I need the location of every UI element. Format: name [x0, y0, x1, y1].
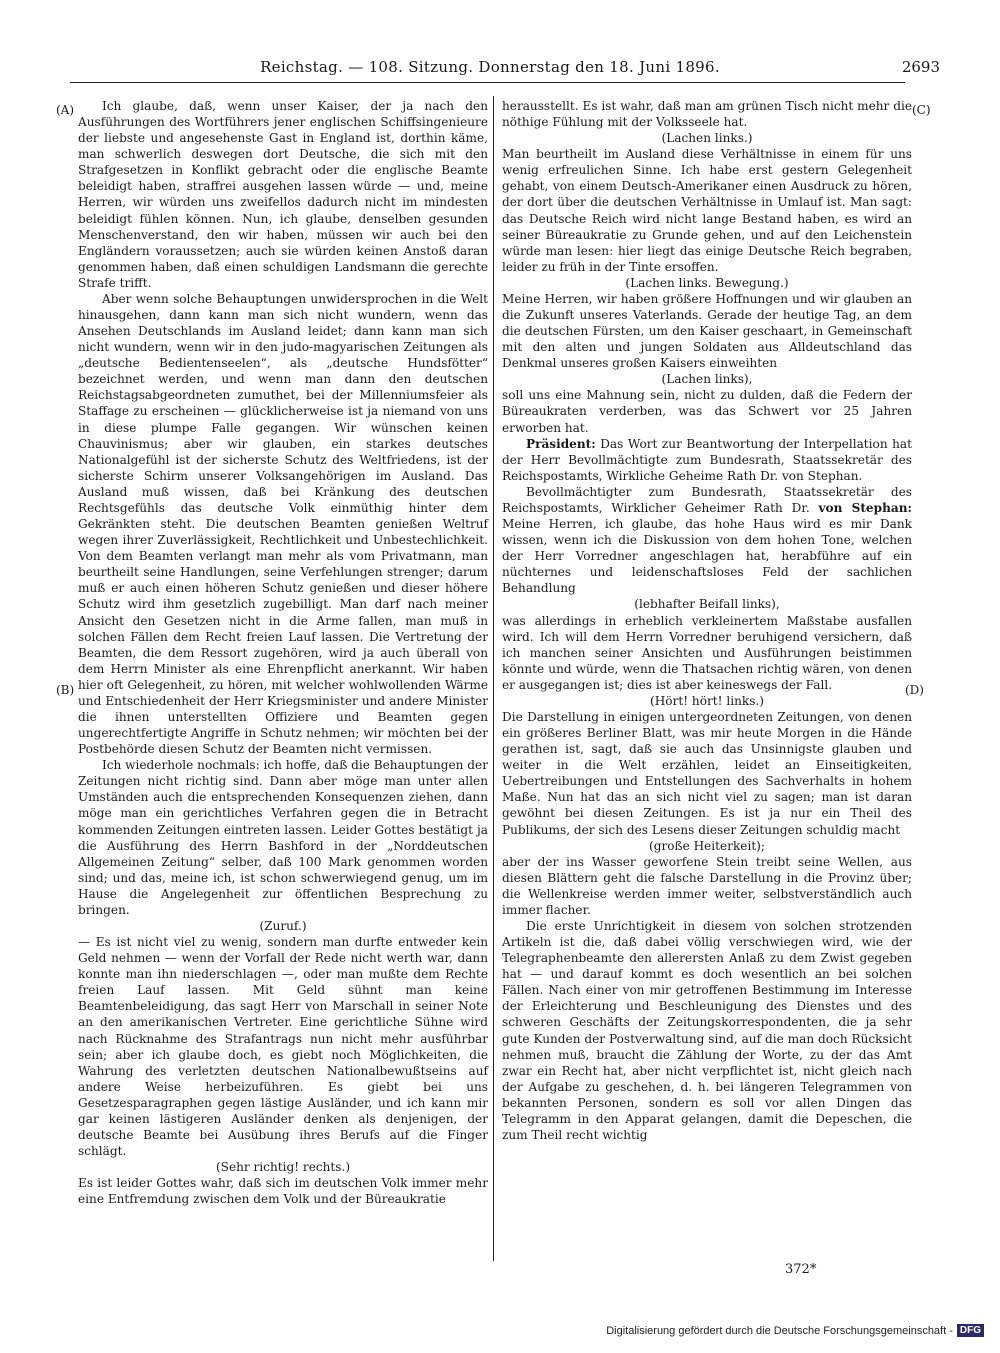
- paragraph: Man beurtheilt im Ausland diese Verhältnisse in einem für uns wenig erfreulichen Sinne. Ich habe erst gestern Gelegenheit gehabt, von einem Deutsch-Amerikaner einen Ausdruck zu hören, der dort über die deutschen Verhältnisse in Umlauf ist. Man sagt: das Deutsche Reich wird nicht lange Bestand haben, es wird an seiner Büreaukratie zu Grunde gehen, und auf den Leichenstein würde man lesen: hier liegt das einige Deutsche Reich begraben, leider zu früh in der Tinte ersoffen.: [502, 147, 912, 274]
- page-header: [40, 58, 940, 80]
- speaker-name: Präsident:: [526, 436, 596, 451]
- stage-direction: (Sehr richtig! rechts.): [215, 1160, 351, 1175]
- margin-mark-a: (A): [56, 103, 75, 117]
- footer-text: Digitalisierung gefördert durch die Deutsche Forschungsgemeinschaft -: [606, 1324, 953, 1337]
- paragraph: herausstellt. Es ist wahr, daß man am grünen Tisch nicht mehr die nöthige Fühlung mit der Volksseele hat.: [502, 99, 912, 130]
- speaker-paragraph: [502, 436, 912, 484]
- paragraph: — Es ist nicht viel zu wenig, sondern man durfte entweder kein Geld nehmen — wenn der Vorfall der Rede nicht werth war, dann konnte man ihn niederschlagen —, oder man mußte dem Rechte freien Lauf lassen. Mit Geld sühnt man keine Beamtenbeleidigung, das sagt Herr von Marschall in seiner Note an den amerikanischen Vertreter. Eine gerichtliche Sühne wird nach Rücknahme des Strafantrags nun nicht mehr ausführbar sein; aber ich glaube doch, es giebt noch Möglichkeiten, die Wahrung des verletzten deutschen Nationalbewußtseins auf andere Weise herbeizuführen. Es giebt bei uns Gesetzesparagraphen gegen lästige Ausländer, und ich kann mir gar keinen lästigeren Ausländer denken als denjenigen, der deutsche Beamte bei Ausübung ihres Berufs auf die Finger schlägt.: [78, 935, 488, 1159]
- paragraph: Ich wiederhole nochmals: ich hoffe, daß die Behauptungen der Zeitungen nicht richtig sind. Dann aber möge man unter allen Umständen auch die entsprechenden Konsequenzen ziehen, dann möge man ein gerichtliches Verfahren gegen die in Betracht kommenden Zeitungen eintreten lassen. Leider Gottes bestätigt ja die Ausführung des Herrn Bashford in der „Norddeutschen Allgemeinen Zeitung“ selber, daß 100 Mark genommen worden sind; und das, meine ich, ist schon schwerwiegend genug, um im Hause die Angelegenheit zur öffentlichen Besprechung zu bringen.: [78, 758, 488, 917]
- speaker-text: Das Wort zur Beantwortung der Interpellation hat der Herr Bevollmächtigte zum Bundesrath, Staatssekretär des Reichspostamts, Wirkliche Geheime Rath Dr. von Stephan.: [502, 436, 912, 483]
- stage-direction: (Zuruf.): [259, 918, 307, 933]
- stage-direction: (große Heiterkeit);: [649, 838, 765, 853]
- footer: [606, 1324, 984, 1337]
- margin-mark-c: (C): [912, 103, 931, 117]
- left-column: [78, 98, 488, 1207]
- paragraph: Die erste Unrichtigkeit in diesem von solchen strotzenden Artikeln ist die, daß dabei völlig verschwiegen wird, wie der Telegraphenbeamte den allerersten Anlaß zu dem Zwist gegeben hat — und darauf kommt es doch wesentlich an bei solchen Fällen. Nach einer von mir getroffenen Bestimmung im Interesse der Erleichterung und Beschleunigung des Dienstes und des schweren Geschäfts der Zeitungskorrespondenten, die ja sehr gute Kunden der Postverwaltung sind, auf die man doch Rücksicht nehmen muß, braucht die Zählung der Worte, zu der das Amt zwar ein Recht hat, aber nicht verpflichtet ist, nicht gleich nach der Aufgabe zu geschehen, d. h. bei längeren Telegrammen von bekannten Personen, sondern es soll vor allen Dingen das Telegramm in den Apparat gelangen, damit die Depeschen, die zum Theil recht wichtig: [502, 918, 912, 1142]
- speaker-text: Meine Herren, ich glaube, das hohe Haus wird es mir Dank wissen, wenn ich die Diskussion von dem hohen Tone, welchen der Herr Vorredner angeschlagen hat, herabführe auf ein nüchternes und leidenschaftsloses Feld der sachlichen Behandlung: [502, 517, 912, 596]
- column-divider: [493, 96, 494, 1261]
- speaker-paragraph: [502, 484, 912, 597]
- running-title: Reichstag. — 108. Sitzung. Donnerstag den 18. Juni 1896.: [260, 58, 720, 76]
- paragraph: Die Darstellung in einigen untergeordneten Zeitungen, von denen ein größeres Berliner Blatt, was mir heute Morgen in die Hände gerathen ist, sagt, daß sie auch das Unsinnigste glauben und weiter in die Welt erzählen, leidet an Einseitigkeiten, Uebertreibungen und Entstellungen des Sachverhalts in hohem Maße. Nun hat das an sich nicht viel zu sagen; man ist daran gewöhnt bei diesen Zeitungen. Es ist ja nur ein Theil des Publikums, der sich des Lesens dieser Zeitungen schuldig macht: [502, 709, 912, 837]
- paragraph: Es ist leider Gottes wahr, daß sich im deutschen Volk immer mehr eine Entfremdung zwischen dem Volk und der Büreaukratie: [78, 1176, 488, 1207]
- paragraph: Ich glaube, daß, wenn unser Kaiser, der ja nach den Ausführungen des Wortführers jener englischen Schiffsingenieure der liebste und angesehenste Gast in England ist, dorthin käme, man schwerlich deswegen dort Deutsche, die sich mit den Strafgesetzen in Konflikt gebracht oder die englische Beamte beleidigt haben, straffrei ausgehen lassen würde — und, meine Herren, wir würden uns zweifellos dadurch nicht im mindesten beleidigt fühlen können. Nun, ich glaube, denselben gesunden Menschenverstand, den wir haben, müssen wir auch bei den Engländern voraussetzen; auch sie würden keinen Anstoß daran genommen haben, daß einen schuldigen Landsmann die gerechte Strafe trifft.: [78, 99, 488, 290]
- stage-direction: (Lachen links),: [661, 372, 753, 387]
- right-column: [502, 98, 912, 1143]
- dfg-logo: DFG: [957, 1324, 984, 1337]
- paragraph: Meine Herren, wir haben größere Hoffnungen und wir glauben an die Zukunft unseres Vaterlands. Gerade der heutige Tag, an dem die deutschen Fürsten, um den Kaiser geschaart, in Gemeinschaft mit den alten und jungen Soldaten aus Alldeutschland das Denkmal unseres großen Kaisers einweihten: [502, 291, 912, 371]
- paragraph: was allerdings in erheblich verkleinertem Maßstabe ausfallen wird. Ich will dem Herrn Vorredner beruhigend versichern, daß ich manchen seiner Ansichten und Ausführungen beistimmen könnte und würde, wenn die Thatsachen richtig wären, von denen er ausgegangen ist; dies ist aber keineswegs der Fall.: [502, 613, 912, 692]
- stage-direction: (Lachen links.): [661, 131, 753, 146]
- stage-direction: (Lachen links. Bewegung.): [625, 275, 789, 290]
- page-number: 2693: [901, 58, 940, 76]
- stage-direction: (lebhafter Beifall links),: [634, 597, 780, 612]
- speaker-name: von Stephan:: [818, 500, 912, 515]
- paragraph: aber der ins Wasser geworfene Stein treibt seine Wellen, aus diesen Blättern geht die falsche Darstellung in die Provinz über; die Wellenkreise werden immer weiter, selbstverständlich auch immer flacher.: [502, 854, 912, 917]
- speaker-title: Bevollmächtigter zum Bundesrath, Staatssekretär des Reichspostamts, Wirklicher Geheimer Rath Dr.: [502, 484, 912, 515]
- header-rule: [70, 82, 905, 83]
- paragraph: soll uns eine Mahnung sein, nicht zu dulden, daß die Federn der Büreaukraten verderben, was das Schwert vor 25 Jahren erworben hat.: [502, 388, 912, 435]
- margin-mark-d: (D): [905, 683, 924, 697]
- stage-direction: (Hört! hört! links.): [650, 693, 764, 708]
- margin-mark-b: (B): [56, 683, 75, 697]
- signature-mark: 372*: [785, 1262, 817, 1277]
- paragraph: Aber wenn solche Behauptungen unwidersprochen in die Welt hinausgehen, dann kann man sich nicht wundern, wenn das Ansehen Deutschlands im Ausland leidet; dann kann man sich nicht wundern, wenn wir in den judo-magyarischen Zeitungen als „deutsche Bedientenseelen“, als „deutsche Hundsfötter“ bezeichnet werden, und wenn man dann den deutschen Reichstagsabgeordneten zumuthet, bei der Millenniumsfeier als Staffage zu erscheinen — glücklicherweise ist ja niemand von uns in diese plumpe Falle gegangen. Wir wünschen keinen Chauvinismus; aber wir glauben, ein starkes deutsches Nationalgefühl ist der sicherste Schutz des Weltfriedens, ist der sicherste Schirm unserer Volksangehörigen im Ausland. Das Ausland muß wissen, daß bei Kränkung des deutschen Rechtsgefühls das deutsche Volk einmüthig hinter dem Gekränkten steht. Die deutschen Beamten genießen Weltruf wegen ihrer Zuverlässigkeit, Rechtlichkeit und Unbestechlichkeit. Von dem Beamten verlangt man mehr als vom Privatmann, man beurtheilt seine Handlungen, seine Verfehlungen strenger; darum muß er auch einen höheren Schutz genießen und dieser höhere Schutz wird ihm gesetzlich zugebilligt. Man darf nach meiner Ansicht den Gesetzen nicht in die Arme fallen, man muß in solchen Fällen dem Recht freien Lauf lassen. Die Vertretung der Beamten, die dem Ressort zugehören, wird ja auch überall von dem Herrn Minister als eine Ehrenpflicht anerkannt. Wir haben hier oft Gelegenheit, zu hören, mit welcher wohlwollenden Wärme und Entschiedenheit der Herr Kriegsminister und andere Minister die ihnen unterstellten Offiziere und Beamten gegen ungerechtfertigte Angriffe in Schutz nehmen; wir möchten bei der Postbehörde diesen Schutz der Beamten nicht vermissen.: [78, 291, 488, 757]
